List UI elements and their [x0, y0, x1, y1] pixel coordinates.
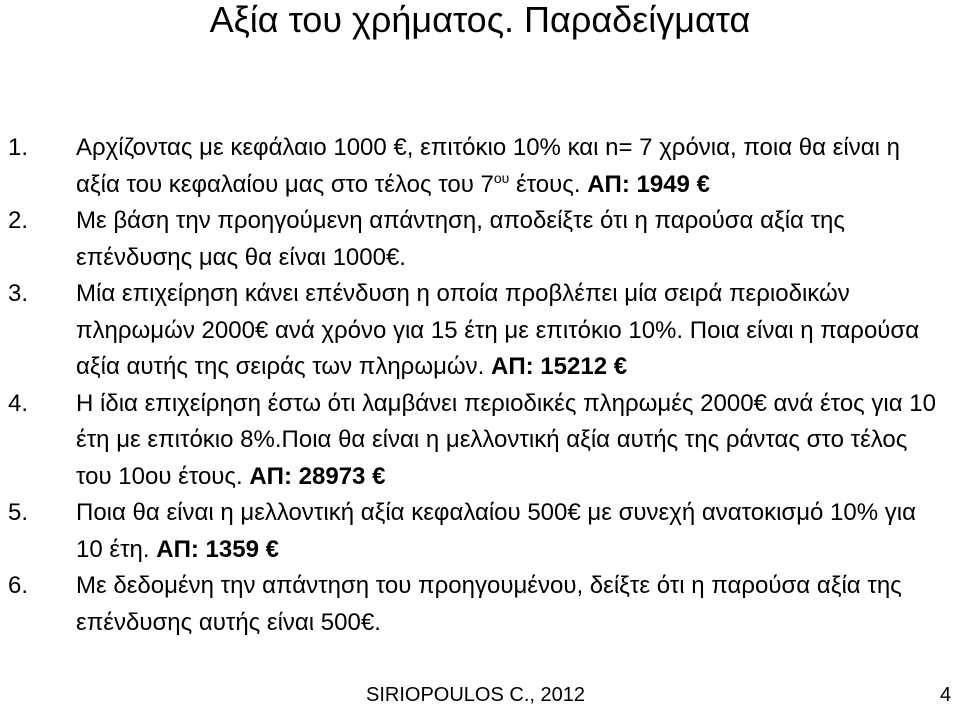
item-text: Με δεδομένη την απάντηση του προηγουμένου, δείξτε ότι η παρούσα αξία της επένδυσης αυτής είναι 500€. [76, 572, 902, 636]
item-number: 2. [8, 207, 29, 234]
exercise-item-2 [0, 203, 960, 276]
item-text: Μία επιχείρηση κάνει επένδυση η οποία προβλέπει μία σειρά περιοδικών πληρωμών 2000€ ανά χρόνο για 15 έτη με επιτόκιο 10%. Ποια είναι η παρούσα αξία αυτής της σειράς των πληρωμών. [76, 280, 920, 380]
ordinal-superscript: ου [493, 169, 510, 186]
item-number: 4. [8, 389, 29, 417]
exercise-item-3 [0, 276, 960, 386]
item-number: 3. [8, 280, 29, 307]
item-text: Με βάση την προηγούμενη απάντηση, αποδείξτε ότι η παρούσα αξία της επένδυσης μας θα είναι 1000€. [76, 207, 845, 271]
answer-text: ΑΠ: 15212 € [490, 353, 628, 380]
item-text: Ποια θα είναι η μελλοντική αξία κεφαλαίου 500€ με συνεχή ανατοκισμό 10% για 10 έτη. [76, 499, 916, 563]
exercise-item-6 [0, 568, 960, 641]
item-number: 6. [8, 572, 29, 599]
item-text: Αρχίζοντας με κεφάλαιο 1000 €, επιτόκιο 10% και n= 7 χρόνια, ποια θα είναι η αξία του κεφαλαίου μας στο τέλος του 7 [76, 134, 900, 198]
item-text: Η ίδια επιχείρηση έστω ότι λαμβάνει περιοδικές πληρωμές 2000€ ανά έτος για 10 έτη με επιτόκιο 8%.Ποια θα είναι η μελλοντική αξία αυτής της ράντας στο τέλος του 10ου έτους. [76, 389, 936, 490]
exercise-item-1 [0, 130, 960, 203]
answer-text: ΑΠ: 28973 € [249, 462, 386, 490]
exercise-item-4 [0, 386, 960, 496]
item-number: 5. [8, 499, 29, 526]
item-text-cont: έτους. [509, 170, 588, 198]
page-number: 4 [940, 684, 952, 706]
exercise-list [0, 130, 960, 641]
slide-title: Αξία του χρήματος. Παραδείγματα [209, 0, 751, 40]
item-number: 1. [8, 134, 29, 161]
footer-author: SIRIOPOULOS C., 2012 [366, 684, 585, 706]
answer-text: ΑΠ: 1359 € [156, 535, 279, 563]
exercise-item-5 [0, 495, 960, 568]
answer-text: ΑΠ: 1949 € [587, 170, 710, 198]
